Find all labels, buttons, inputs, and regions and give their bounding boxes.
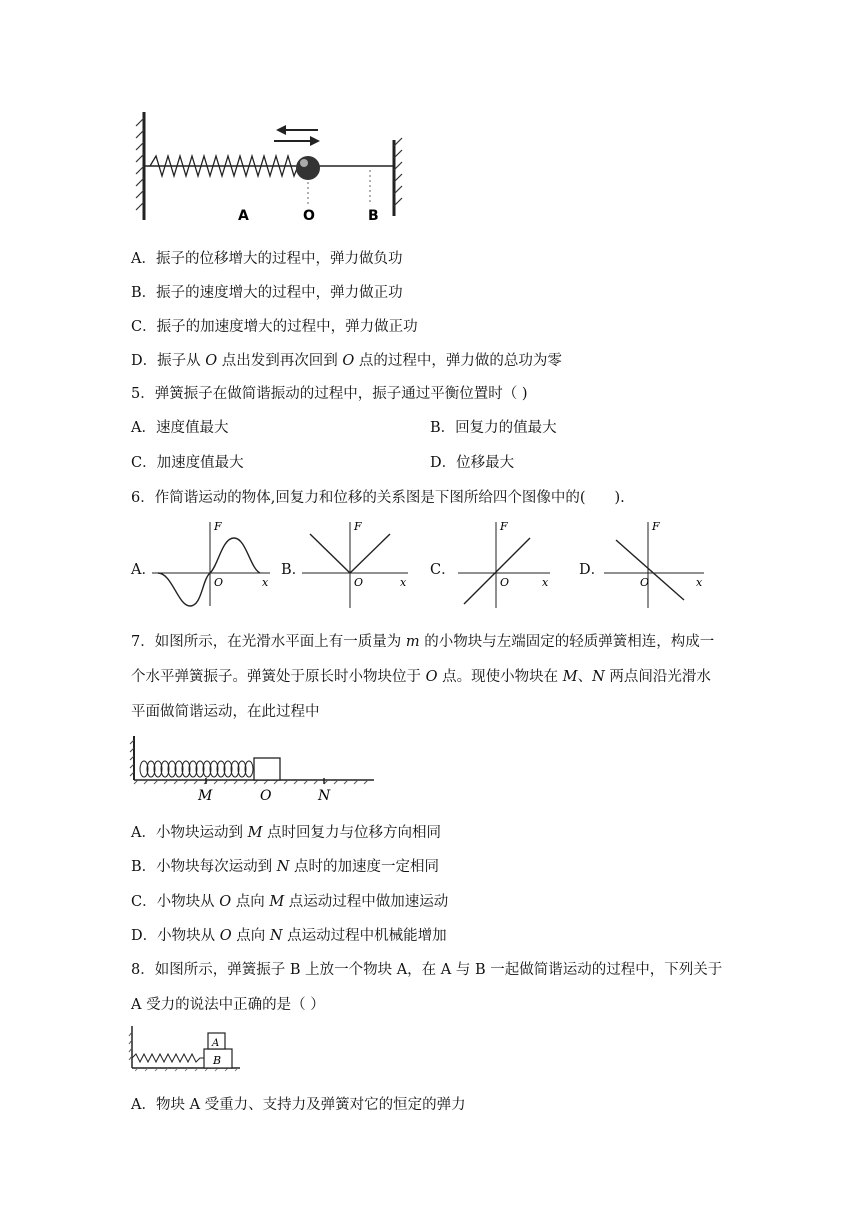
q6-label-c: C． <box>430 562 456 578</box>
label-A: A <box>238 208 249 224</box>
label-M: M <box>198 788 213 804</box>
q8-stem-line-1: 8．如图所示，弹簧振子 B 上放一个物块 A，在 A 与 B 一起做简谐运动的过程中，下列关于 <box>131 962 723 978</box>
q7-stem-line-3: 平面做简谐运动，在此过程中 <box>131 704 320 720</box>
axis-x-label: x <box>262 576 269 589</box>
q7-figure <box>128 734 378 804</box>
q6-label-b: B． <box>281 562 307 578</box>
origin-label: O <box>640 576 650 589</box>
q7-option-a: A．小物块运动到 M 点时回复力与位移方向相同 <box>131 825 442 841</box>
q4-option-a: A．振子的位移增大的过程中，弹力做负功 <box>131 251 403 267</box>
q5-option-d: D．位移最大 <box>430 455 515 471</box>
q6-label-d: D． <box>579 562 606 578</box>
label-O: O <box>260 788 272 804</box>
q7-stem-line-1: 7．如图所示，在光滑水平面上有一质量为 m 的小物块与左端固定的轻质弹簧相连，构成一 <box>131 634 715 650</box>
q6-graph-d <box>600 518 710 610</box>
axis-f-label: F <box>652 520 660 533</box>
axis-x-label: x <box>400 576 407 589</box>
q7-option-c: C．小物块从 O 点向 M 点运动过程中做加速运动 <box>131 894 449 910</box>
origin-label: O <box>214 576 224 589</box>
q4-option-d: D．振子从 O 点出发到再次回到 O 点的过程中，弹力做的总功为零 <box>131 353 562 369</box>
q5-option-a: A．速度值最大 <box>131 420 229 436</box>
block <box>254 758 280 780</box>
origin-label: O <box>354 576 364 589</box>
q8-figure <box>128 1024 248 1074</box>
label-O: O <box>303 208 315 224</box>
label-N: N <box>318 788 331 804</box>
q6-graph-b <box>298 518 410 610</box>
q8-stem-line-2: A 受力的说法中正确的是（ ） <box>131 997 325 1013</box>
q7-option-b: B．小物块每次运动到 N 点时的加速度一定相同 <box>131 859 440 875</box>
axis-f-label: F <box>214 520 222 533</box>
q7-option-d: D．小物块从 O 点向 N 点运动过程中机械能增加 <box>131 928 447 944</box>
axis-x-label: x <box>696 576 703 589</box>
q5-option-c: C．加速度值最大 <box>131 455 244 471</box>
label-B: B <box>368 208 379 224</box>
q6-graph-a <box>152 518 272 610</box>
q4-option-c: C．振子的加速度增大的过程中，弹力做正功 <box>131 319 418 335</box>
axis-x-label: x <box>542 576 549 589</box>
q6-stem: 6．作简谐运动的物体,回复力和位移的关系图是下图所给四个图像中的( ). <box>131 490 625 506</box>
q5-stem: 5．弹簧振子在做简谐振动的过程中，振子通过平衡位置时（ ) <box>131 386 528 402</box>
label-A: A <box>212 1038 220 1049</box>
q6-graph-c <box>454 518 554 610</box>
axis-f-label: F <box>354 520 362 533</box>
q8-option-a: A．物块 A 受重力、支持力及弹簧对它的恒定的弹力 <box>131 1097 466 1113</box>
oscillator-ball <box>296 156 320 180</box>
origin-label: O <box>500 576 510 589</box>
q5-option-b: B．回复力的值最大 <box>430 420 557 436</box>
label-B: B <box>213 1054 222 1067</box>
spring <box>132 1054 204 1062</box>
q4-option-b: B．振子的速度增大的过程中，弹力做正功 <box>131 285 403 301</box>
q6-label-a: A． <box>131 562 156 578</box>
q4-figure <box>128 108 418 228</box>
axis-f-label: F <box>500 520 508 533</box>
q7-stem-line-2: 个水平弹簧振子。弹簧处于原长时小物块位于 O 点。现使小物块在 M、N 两点间沿光滑水 <box>131 669 711 685</box>
